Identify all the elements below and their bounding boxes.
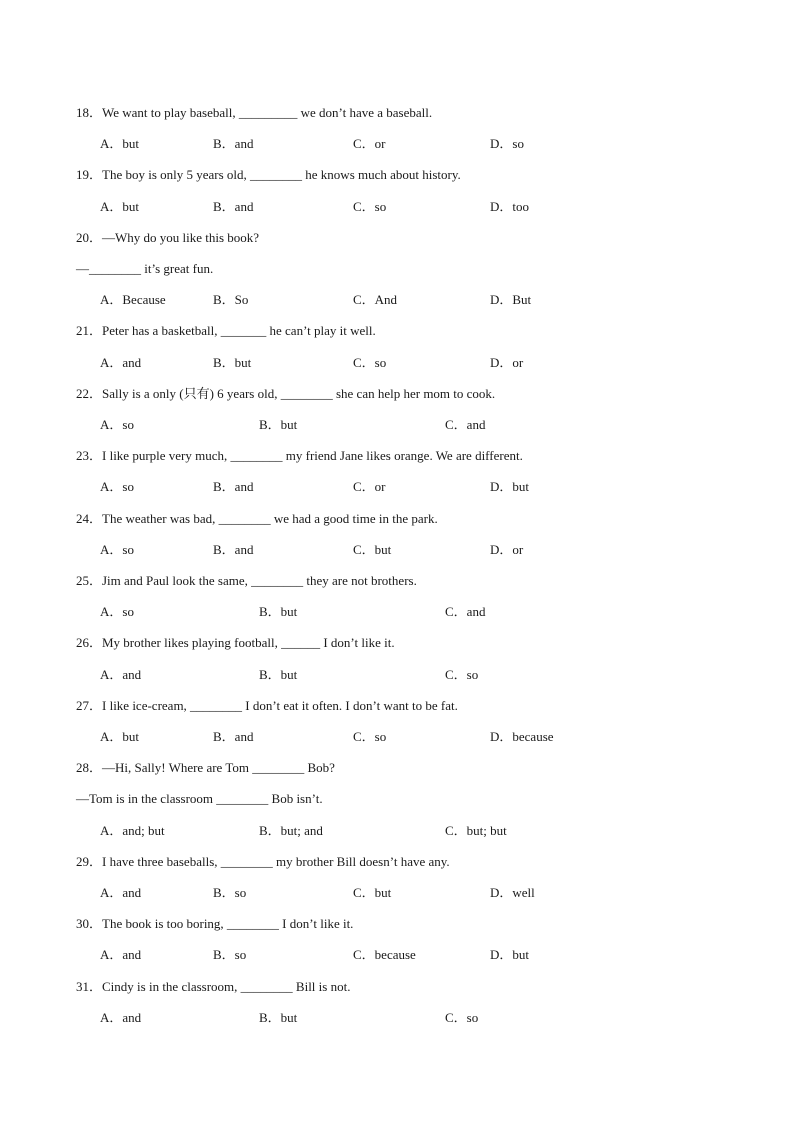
question-stem: 25．Jim and Paul look the same, ________ they are not brothers. xyxy=(76,573,417,588)
question-stem: 31．Cindy is in the classroom, ________ Bill is not. xyxy=(76,979,351,994)
answer-option[interactable]: D．but xyxy=(490,479,530,494)
question-stem: 24．The weather was bad, ________ we had a good time in the park. xyxy=(76,511,438,526)
answer-option[interactable]: D．or xyxy=(490,542,524,557)
answer-option[interactable]: D．or xyxy=(490,355,524,370)
answer-option[interactable]: A．and xyxy=(100,667,142,682)
question-stem: 26．My brother likes playing football, ______ I don’t like it. xyxy=(76,635,395,650)
answer-option[interactable]: C．so xyxy=(445,1010,479,1025)
question-dialogue-line: —________ it’s great fun. xyxy=(76,261,214,276)
answer-option[interactable]: B．and xyxy=(213,729,254,744)
question-stem: 30．The book is too boring, ________ I don’t like it. xyxy=(76,916,354,931)
answer-option[interactable]: B．and xyxy=(213,542,254,557)
answer-option[interactable]: C．so xyxy=(353,199,387,214)
answer-option[interactable]: C．And xyxy=(353,292,398,307)
answer-option[interactable]: A．and xyxy=(100,947,142,962)
question-stem: 22．Sally is a only (只有) 6 years old, ________ she can help her mom to cook. xyxy=(76,386,496,401)
answer-option[interactable]: C．or xyxy=(353,479,386,494)
answer-option[interactable]: A．so xyxy=(100,542,134,557)
answer-option[interactable]: B．but; and xyxy=(259,823,323,838)
question-stem: 21．Peter has a basketball, _______ he can’t play it well. xyxy=(76,323,376,338)
question-stem: 29．I have three baseballs, ________ my brother Bill doesn’t have any. xyxy=(76,854,450,869)
answer-option[interactable]: B．so xyxy=(213,947,247,962)
answer-option[interactable]: D．but xyxy=(490,947,530,962)
answer-option[interactable]: B．but xyxy=(259,1010,298,1025)
answer-option[interactable]: A．so xyxy=(100,604,134,619)
answer-option[interactable]: D．because xyxy=(490,729,554,744)
answer-option[interactable]: C．so xyxy=(353,355,387,370)
question-stem: 23．I like purple very much, ________ my friend Jane likes orange. We are different. xyxy=(76,448,523,463)
answer-option[interactable]: A．and xyxy=(100,355,142,370)
question-stem: 27．I like ice-cream, ________ I don’t eat it often. I don’t want to be fat. xyxy=(76,698,458,713)
answer-option[interactable]: B．but xyxy=(213,355,252,370)
answer-option[interactable]: C．or xyxy=(353,136,386,151)
answer-option[interactable]: A．Because xyxy=(100,292,166,307)
answer-option[interactable]: D．But xyxy=(490,292,532,307)
answer-option[interactable]: C．but xyxy=(353,885,392,900)
answer-option[interactable]: C．but; but xyxy=(445,823,507,838)
answer-option[interactable]: B．but xyxy=(259,417,298,432)
answer-option[interactable]: A．but xyxy=(100,199,140,214)
answer-option[interactable]: C．so xyxy=(353,729,387,744)
answer-option[interactable]: B．so xyxy=(213,885,247,900)
answer-option[interactable]: A．and xyxy=(100,1010,142,1025)
question-dialogue-line: —Tom is in the classroom ________ Bob isn’t. xyxy=(76,791,323,806)
answer-option[interactable]: A．and xyxy=(100,885,142,900)
answer-option[interactable]: B．and xyxy=(213,199,254,214)
answer-option[interactable]: A．so xyxy=(100,417,134,432)
question-stem: 28．—Hi, Sally! Where are Tom ________ Bob? xyxy=(76,760,335,775)
answer-option[interactable]: B．but xyxy=(259,667,298,682)
answer-option[interactable]: C．and xyxy=(445,417,486,432)
answer-option[interactable]: A．and; but xyxy=(100,823,165,838)
answer-option[interactable]: C．but xyxy=(353,542,392,557)
answer-option[interactable]: B．and xyxy=(213,479,254,494)
answer-option[interactable]: B．but xyxy=(259,604,298,619)
answer-option[interactable]: C．so xyxy=(445,667,479,682)
answer-option[interactable]: D．too xyxy=(490,199,530,214)
answer-option[interactable]: D．so xyxy=(490,136,524,151)
answer-option[interactable]: B．So xyxy=(213,292,249,307)
question-stem: 20．—Why do you like this book? xyxy=(76,230,260,245)
question-stem: 18．We want to play baseball, _________ we don’t have a baseball. xyxy=(76,105,433,120)
answer-option[interactable]: B．and xyxy=(213,136,254,151)
answer-option[interactable]: A．but xyxy=(100,136,140,151)
answer-option[interactable]: A．so xyxy=(100,479,134,494)
answer-option[interactable]: C．and xyxy=(445,604,486,619)
answer-option[interactable]: A．but xyxy=(100,729,140,744)
answer-option[interactable]: D．well xyxy=(490,885,535,900)
answer-option[interactable]: C．because xyxy=(353,947,416,962)
question-stem: 19．The boy is only 5 years old, ________ he knows much about history. xyxy=(76,167,461,182)
